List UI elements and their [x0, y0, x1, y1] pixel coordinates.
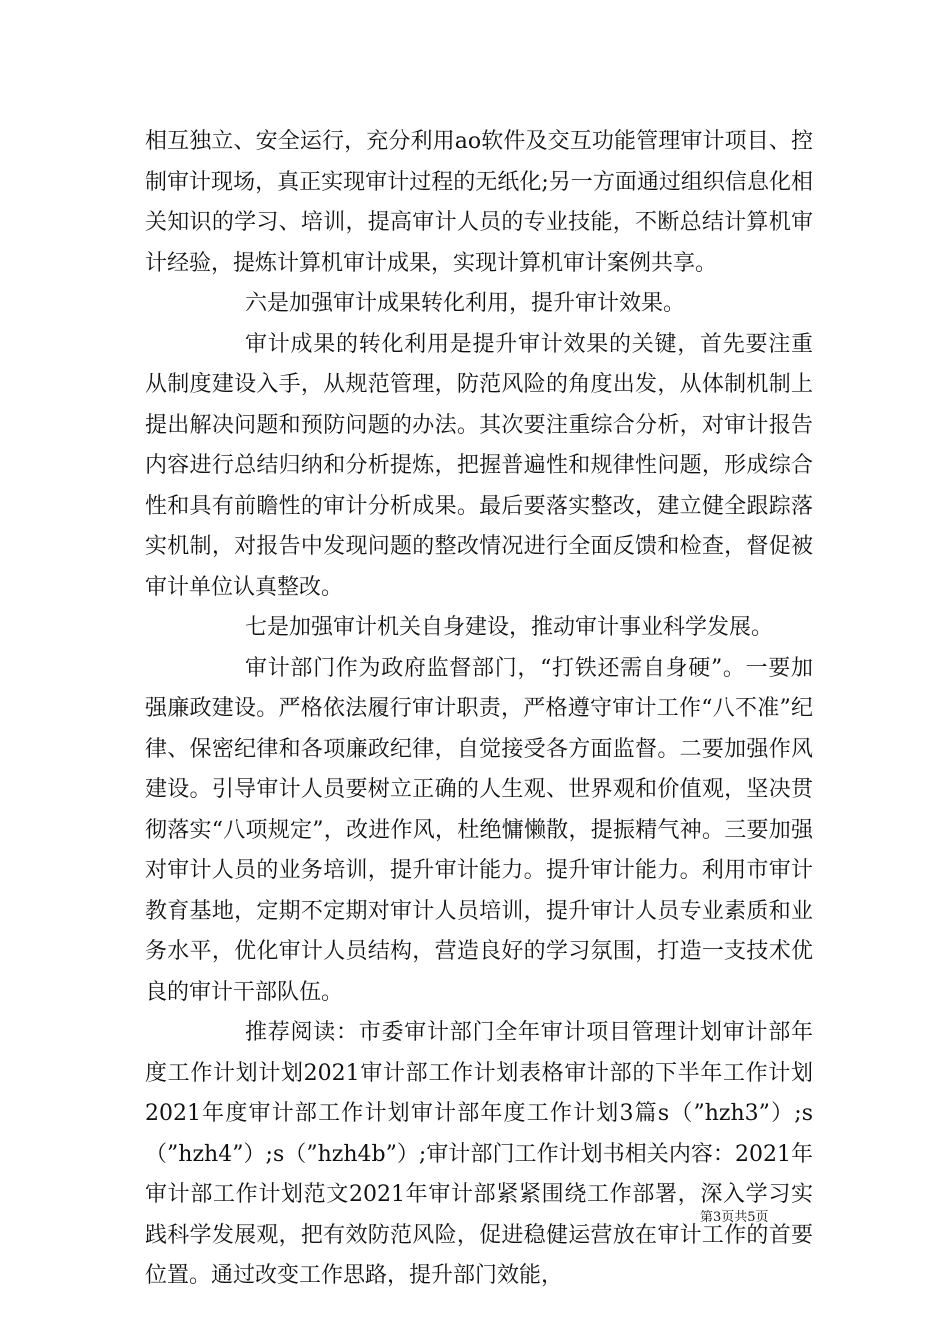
heading-six: 六是加强审计成果转化利用，提升审计效果。: [245, 291, 686, 316]
paragraph-continued: 相互独立、安全运行，充分利用ao软件及交互功能管理审计项目、控制审计现场，真正实现审计过程的无纸化;另一方面通过组织信息化相关知识的学习、培训，提高审计人员的专业技能，不断总结计算机审计经验，提炼计算机审计成果，实现计算机审计案例共享。: [145, 129, 813, 276]
page-number: 第3页共5页: [700, 1210, 769, 1225]
paragraph-audit-results: 审计成果的转化利用是提升审计效果的关键，首先要注重从制度建设入手，从规范管理，防范风险的角度出发，从体制机制上提出解决问题和预防问题的办法。其次要注重综合分析，对审计报告内容进行总结归纳和分析提炼，把握普遍性和规律性问题，形成综合性和具有前瞻性的审计分析成果。最后要落实整改，建立健全跟踪落实机制，对报告中发现问题的整改情况进行全面反馈和检查，督促被审计单位认真整改。: [145, 331, 813, 600]
heading-seven: 七是加强审计机关自身建设，推动审计事业科学发展。: [245, 615, 774, 640]
body-text: [145, 122, 813, 1297]
paragraph-recommended-reading: 推荐阅读：市委审计部门全年审计项目管理计划审计部年度工作计划计划2021审计部工作计划表格审计部的下半年工作计划2021年度审计部工作计划审计部年度工作计划3篇s（”hzh3”）;s（”hzh4”）;s（”hzh4b”）;审计部门工作计划书相关内容：2021年审计部工作计划范文2021年审计部紧紧围绕工作部署，深入学习实践科学发展观，把有效防范风险，促进稳健运营放在审计工作的首要位置。通过改变工作思路，提升部门效能，: [145, 1020, 813, 1288]
paragraph-self-construction: 审计部门作为政府监督部门，“打铁还需自身硬”。一要加强廉政建设。严格依法履行审计职责，严格遵守审计工作“八不准”纪律、保密纪律和各项廉政纪律，自觉接受各方面监督。二要加强作风建设。引导审计人员要树立正确的人生观、世界观和价值观，坚决贯彻落实“八项规定”，改进作风，杜绝慵懒散，提振精气神。三要加强对审计人员的业务培训，提升审计能力。提升审计能力。利用市审计教育基地，定期不定期对审计人员培训，提升审计人员专业素质和业务水平，优化审计人员结构，营造良好的学习氛围，打造一支技术优良的审计干部队伍。: [145, 655, 813, 1005]
